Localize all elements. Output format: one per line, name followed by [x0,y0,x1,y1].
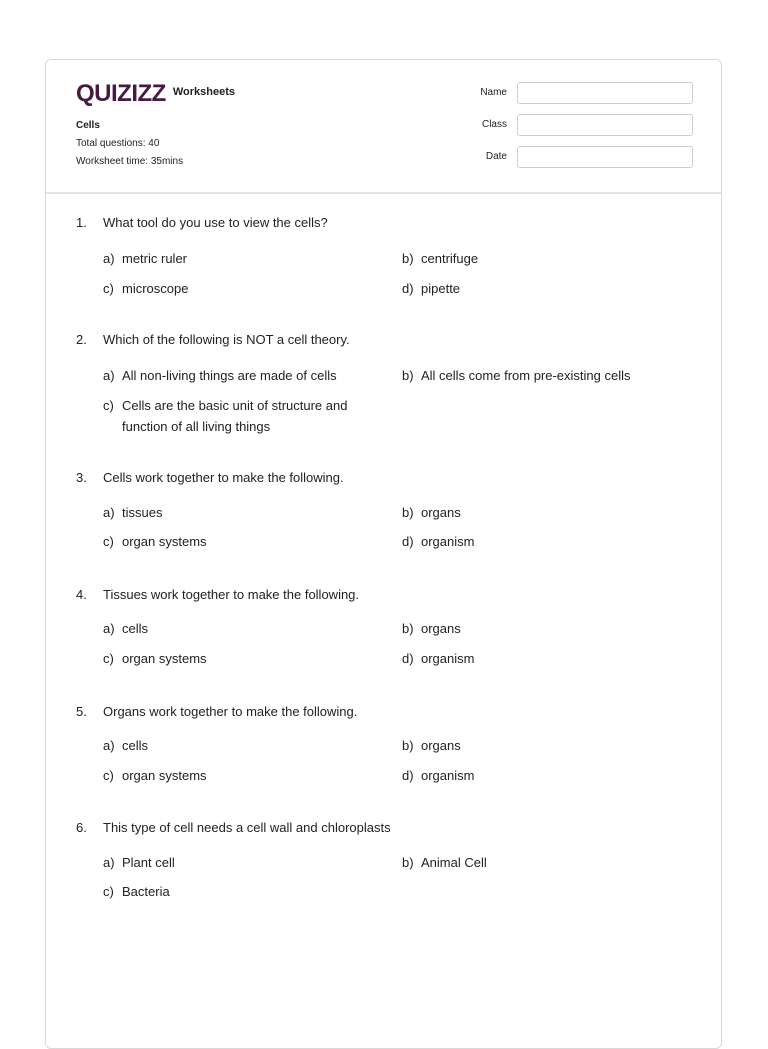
option-text: Animal Cell [421,855,487,870]
option-item[interactable] [103,248,373,269]
worksheet-page [45,59,722,1049]
option-letter: a) [103,855,115,870]
question-number: 3. [76,470,87,485]
question-number: 2. [76,332,87,347]
option-item[interactable] [402,765,672,786]
class-label: Class [481,119,507,130]
question-number: 5. [76,704,87,719]
option-letter: d) [402,651,414,666]
option-item[interactable] [402,735,672,756]
option-letter: b) [402,855,414,870]
option-text: Cells are the basic unit of structure and function of all living things [122,398,348,434]
option-text: cells [122,738,149,753]
name-field[interactable] [517,82,693,104]
question-text: Organs work together to make the following. [103,704,358,719]
quizizz-logo [76,80,235,108]
option-text: cells [122,621,149,636]
option-letter: d) [402,281,414,296]
option-item[interactable] [402,278,672,299]
option-letter: c) [103,651,114,666]
option-item[interactable] [103,278,373,299]
logo-subtitle: Worksheets [172,86,235,98]
option-item[interactable] [103,765,373,786]
option-item[interactable] [103,365,373,386]
option-text: organ systems [122,768,207,783]
option-letter: c) [103,768,114,783]
option-letter: a) [103,368,115,383]
option-letter: d) [402,534,414,549]
option-text: organ systems [122,534,207,549]
option-text: Plant cell [122,855,175,870]
option-text: Bacteria [122,884,170,899]
option-item[interactable] [402,531,672,552]
question-text: What tool do you use to view the cells? [103,215,328,230]
question-text: Cells work together to make the following. [103,470,344,485]
option-letter: c) [103,884,114,899]
option-item[interactable] [402,365,702,386]
option-item[interactable] [103,852,373,873]
option-letter: c) [103,281,114,296]
option-text: microscope [122,281,189,296]
option-letter: a) [103,738,115,753]
option-text: organism [421,651,475,666]
question-number: 6. [76,820,87,835]
date-field[interactable] [517,146,693,168]
option-text: organs [421,738,461,753]
option-text: pipette [421,281,461,296]
option-letter: b) [402,621,414,636]
option-item[interactable] [103,618,373,639]
worksheet-title: Cells [76,120,100,131]
question-text: Which of the following is NOT a cell theory. [103,332,350,347]
option-item[interactable] [103,881,373,902]
option-item[interactable] [402,852,672,873]
option-letter: c) [103,534,114,549]
option-text: organs [421,505,461,520]
option-letter: a) [103,621,115,636]
option-text: organs [421,621,461,636]
worksheet-header [46,60,721,194]
worksheet-time: Worksheet time: 35mins [76,156,184,167]
question-text: This type of cell needs a cell wall and chloroplasts [103,820,391,835]
option-text: organism [421,768,475,783]
option-text: tissues [122,505,163,520]
date-label: Date [485,151,507,162]
option-letter: a) [103,505,115,520]
option-text: centrifuge [421,251,479,266]
option-item[interactable] [103,531,373,552]
option-letter: c) [103,398,114,413]
total-questions: Total questions: 40 [76,138,160,149]
name-label: Name [480,87,507,98]
question-number: 1. [76,215,87,230]
option-letter: b) [402,738,414,753]
option-letter: b) [402,368,414,383]
option-text: organism [421,534,475,549]
option-letter: d) [402,768,414,783]
option-item[interactable] [103,735,373,756]
option-item[interactable] [402,248,672,269]
option-text: organ systems [122,651,207,666]
option-text: metric ruler [122,251,188,266]
option-item[interactable] [402,618,672,639]
option-item[interactable] [103,395,373,437]
option-text: All cells come from pre-existing cells [421,368,631,383]
question-text: Tissues work together to make the following. [103,587,360,602]
option-letter: a) [103,251,115,266]
logo-wordmark: QUIZIZZ [76,80,166,107]
option-item[interactable] [402,648,672,669]
option-item[interactable] [402,502,672,523]
question-number: 4. [76,587,87,602]
option-letter: b) [402,505,414,520]
option-text: All non-living things are made of cells [122,368,337,383]
option-item[interactable] [103,648,373,669]
option-letter: b) [402,251,414,266]
option-item[interactable] [103,502,373,523]
class-field[interactable] [517,114,693,136]
